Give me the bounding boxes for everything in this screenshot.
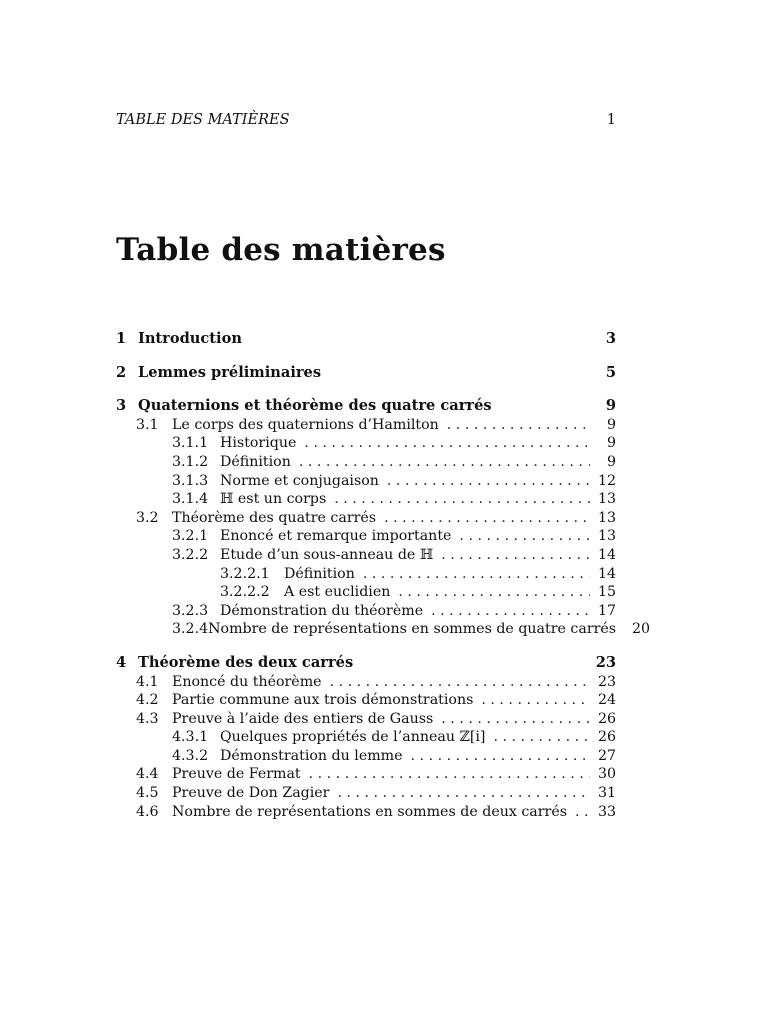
toc-entry-number: 2 [116,363,127,381]
toc-entry-number: 3.2 [136,509,159,526]
toc-entry-page: 27 [597,747,616,764]
toc-entry-page: 23 [597,673,616,690]
toc-entry-page: 13 [597,528,616,545]
toc-section-entry[interactable] [116,728,616,747]
toc-section-entry[interactable] [116,765,616,784]
toc-entry-label: Démonstration du lemme [220,747,403,764]
toc-leader-dots [411,747,590,766]
toc-entry-label: ℍ est un corps [220,491,327,508]
toc-entry-number: 4.6 [136,803,159,820]
toc-chapter-entry[interactable] [116,364,616,383]
toc-entry-label: Enoncé du théorème [172,673,322,690]
toc-entry-page: 14 [597,546,616,563]
toc-entry-label: Historique [220,435,297,452]
toc-entry-page: 13 [597,509,616,526]
toc-entry-page: 9 [606,435,616,452]
toc-entry-label: Quaternions et théorème des quatre carrés [138,397,492,415]
toc-leader-dots [441,710,590,729]
toc-entry-label: Théorème des deux carrés [138,653,354,671]
toc-entry-label: Définition [284,565,355,582]
toc-section-entry[interactable] [116,747,616,766]
toc-section-entry[interactable] [116,620,651,639]
toc-entry-page: 17 [597,602,616,619]
toc-entry-label: A est euclidien [284,584,391,601]
toc-entry-number: 3.2.3 [172,602,209,619]
toc-entry-page: 3 [605,330,616,347]
toc-leader-dots [330,673,590,692]
toc-leader-dots [441,546,590,565]
toc-entry-page: 9 [606,416,616,433]
toc-entry-number: 3.1.3 [172,472,209,489]
page-title: Table des matières [116,232,446,268]
running-title: TABLE DES MATIÈRES [116,112,290,128]
toc-entry-page: 30 [597,766,616,783]
toc-entry-number: 3.1.1 [172,435,209,452]
toc-entry-label: Preuve de Fermat [172,766,301,783]
toc-section-entry[interactable] [116,453,616,472]
toc-leader-dots [299,453,590,472]
toc-entry-label: Norme et conjugaison [220,472,379,489]
toc-leader-dots [384,509,590,528]
toc-entry-label: Introduction [138,330,242,347]
toc-section-entry[interactable] [116,416,616,435]
toc-leader-dots [459,527,590,546]
toc-leader-dots [575,803,590,822]
toc-leader-dots [337,784,590,803]
toc-entry-number: 4.5 [136,785,159,802]
toc-entry-label: Etude d’un sous-anneau de ℍ [220,546,434,563]
toc-entry-number: 3.1.4 [172,491,209,508]
toc-leader-dots [304,434,590,453]
toc-entry-number: 3.2.2.1 [220,565,270,582]
toc-chapter-entry[interactable] [116,654,616,673]
toc-leader-dots [363,565,590,584]
toc-entry-page: 15 [597,584,616,601]
toc-entry-number: 4.2 [136,692,159,709]
toc-entry-page: 5 [605,363,616,381]
toc-entry-number: 4.1 [136,673,159,690]
toc-entry-number: 3.1.2 [172,453,209,470]
toc-entry-page: 26 [597,729,616,746]
toc-section-entry[interactable] [116,565,616,584]
toc-entry-number: 3 [116,397,127,415]
toc-entry-page: 33 [597,803,616,820]
toc-leader-dots [334,490,590,509]
toc-entry-label: Démonstration du théorème [220,602,424,619]
toc-chapter-entry[interactable] [116,397,616,416]
toc-entry-number: 3.2.1 [172,528,209,545]
toc-entry-page: 12 [597,472,616,489]
toc-chapter-entry[interactable] [116,330,616,349]
toc-entry-page: 13 [597,491,616,508]
toc-entry-page: 14 [597,565,616,582]
toc-leader-dots [447,416,590,435]
running-header [116,112,616,128]
toc-entry-label: Preuve de Don Zagier [172,785,330,802]
toc-entry-number: 4 [116,653,127,671]
toc-entry-number: 3.2.4 [172,621,209,638]
toc-entry-page: 20 [632,621,651,638]
toc-leader-dots [481,691,590,710]
toc-entry-label: Lemmes préliminaires [138,363,322,381]
toc-leader-dots [493,728,590,747]
toc-section-entry[interactable] [116,509,616,528]
toc-entry-label: Définition [220,453,291,470]
toc-entry-number: 3.2.2.2 [220,584,270,601]
toc-section-entry[interactable] [116,784,616,803]
toc-entry-number: 4.3.2 [172,747,209,764]
toc-entry-label: Quelques propriétés de l’anneau ℤ[i] [220,729,486,746]
toc-entry-number: 4.4 [136,766,159,783]
toc-entry-label: Preuve à l’aide des entiers de Gauss [172,710,434,727]
toc-section-entry[interactable] [116,583,616,602]
toc-entry-label: Partie commune aux trois démonstrations [172,692,474,709]
toc-entry-page: 23 [595,653,616,671]
table-of-contents [116,330,651,821]
toc-entry-label: Enoncé et remarque importante [220,528,452,545]
toc-entry-label: Théorème des quatre carrés [172,509,377,526]
toc-entry-page: 9 [605,397,616,415]
toc-leader-dots [431,602,590,621]
toc-section-entry[interactable] [116,803,616,822]
toc-entry-label: Nombre de représentations en sommes de deux carrés [172,803,568,820]
toc-section-entry[interactable] [116,602,616,621]
toc-section-entry[interactable] [116,546,616,565]
toc-entry-page: 24 [597,692,616,709]
toc-section-entry[interactable] [116,691,616,710]
toc-entry-number: 4.3.1 [172,729,209,746]
toc-entry-page: 9 [606,453,616,470]
toc-section-entry[interactable] [116,527,616,546]
toc-entry-number: 3.2.2 [172,546,209,563]
toc-section-entry[interactable] [116,710,616,729]
toc-entry-number: 4.3 [136,710,159,727]
toc-section-entry[interactable] [116,434,616,453]
toc-entry-page: 26 [597,710,616,727]
toc-entry-label: Nombre de représentations en sommes de quatre carrés [208,621,617,638]
toc-leader-dots [387,472,590,491]
toc-entry-number: 3.1 [136,416,159,433]
toc-entry-label: Le corps des quaternions d’Hamilton [172,416,439,433]
page-number: 1 [606,112,616,128]
toc-leader-dots [309,765,590,784]
toc-leader-dots [398,583,590,602]
toc-section-entry[interactable] [116,490,616,509]
toc-section-entry[interactable] [116,472,616,491]
toc-section-entry[interactable] [116,673,616,692]
toc-entry-number: 1 [116,330,127,347]
toc-entry-page: 31 [597,785,616,802]
